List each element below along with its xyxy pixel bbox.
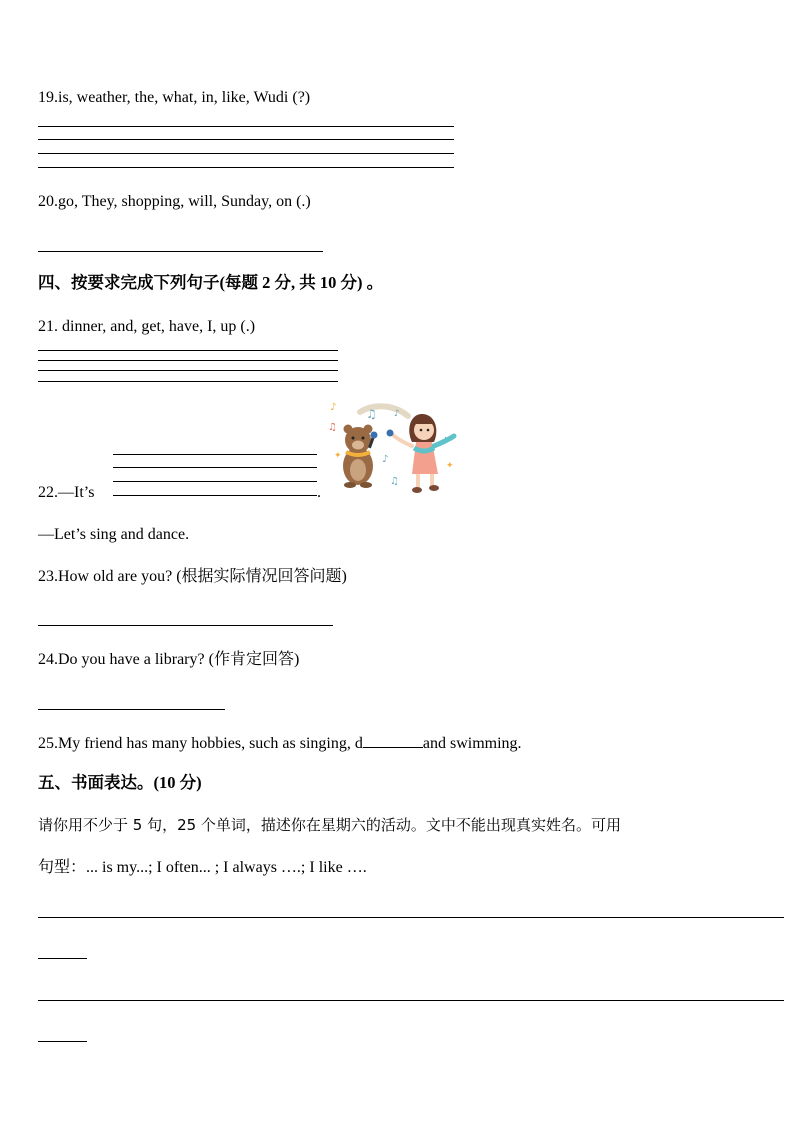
svg-text:♫: ♫: [328, 422, 337, 433]
question-21: 21. dinner, and, get, have, I, up (.): [38, 318, 256, 335]
writing-line[interactable]: [38, 917, 784, 918]
svg-text:✦: ✦: [334, 451, 342, 461]
answer-line[interactable]: [38, 360, 338, 361]
question-19: 19.is, weather, the, what, in, like, Wudi (?): [38, 89, 311, 106]
svg-text:✦: ✦: [446, 461, 454, 471]
answer-line[interactable]: [38, 153, 454, 154]
section-five-heading: 五、书面表达。(10 分): [38, 773, 202, 792]
svg-text:♪: ♪: [394, 409, 400, 419]
answer-line[interactable]: [113, 495, 317, 496]
answer-blank[interactable]: [363, 733, 423, 748]
question-22-period: .: [317, 484, 321, 501]
answer-line[interactable]: [113, 481, 317, 482]
svg-text:♪: ♪: [382, 454, 389, 465]
question-25: [38, 733, 522, 754]
question-20: 20.go, They, shopping, will, Sunday, on (.): [38, 193, 311, 210]
writing-line[interactable]: [38, 1000, 784, 1001]
answer-line[interactable]: [38, 370, 338, 371]
question-25-after: and swimming.: [422, 735, 522, 752]
question-22-reply: —Let’s sing and dance.: [38, 526, 190, 543]
answer-line[interactable]: [38, 625, 333, 626]
answer-line[interactable]: [38, 126, 454, 127]
question-23: [38, 567, 347, 587]
answer-line[interactable]: [38, 381, 338, 382]
answer-line[interactable]: [113, 454, 317, 455]
svg-text:♫: ♫: [366, 407, 377, 421]
sentence-patterns: 句型：... is my...; I often... ; I always ….; I like ….: [38, 859, 367, 876]
answer-line[interactable]: [38, 350, 338, 351]
answer-line[interactable]: [38, 167, 454, 168]
svg-text:♪: ♪: [442, 436, 449, 447]
writing-instruction: 请你用不少于 5 句，25 个单词，描述你在星期六的活动。文中不能出现真实姓名。可用: [38, 816, 621, 834]
question-23-text: 23.How old are you? (根据实际情况回答问题): [38, 568, 347, 585]
question-22-prefix: 22.—It’s: [38, 484, 95, 501]
answer-line[interactable]: [38, 709, 225, 710]
svg-text:♪: ♪: [330, 402, 337, 413]
svg-text:♫: ♫: [390, 476, 399, 487]
writing-line[interactable]: [38, 1041, 87, 1042]
question-24: 24.Do you have a library? (作肯定回答): [38, 651, 300, 668]
section-four-heading: 四、按要求完成下列句子(每题 2 分, 共 10 分) 。: [38, 273, 384, 292]
question-25-before: 25.My friend has many hobbies, such as singing, d: [38, 735, 363, 752]
singing-girl-and-bear-illustration: [326, 396, 458, 500]
answer-line[interactable]: [38, 139, 454, 140]
answer-line[interactable]: [113, 467, 317, 468]
answer-line[interactable]: [38, 251, 323, 252]
writing-line[interactable]: [38, 958, 87, 959]
